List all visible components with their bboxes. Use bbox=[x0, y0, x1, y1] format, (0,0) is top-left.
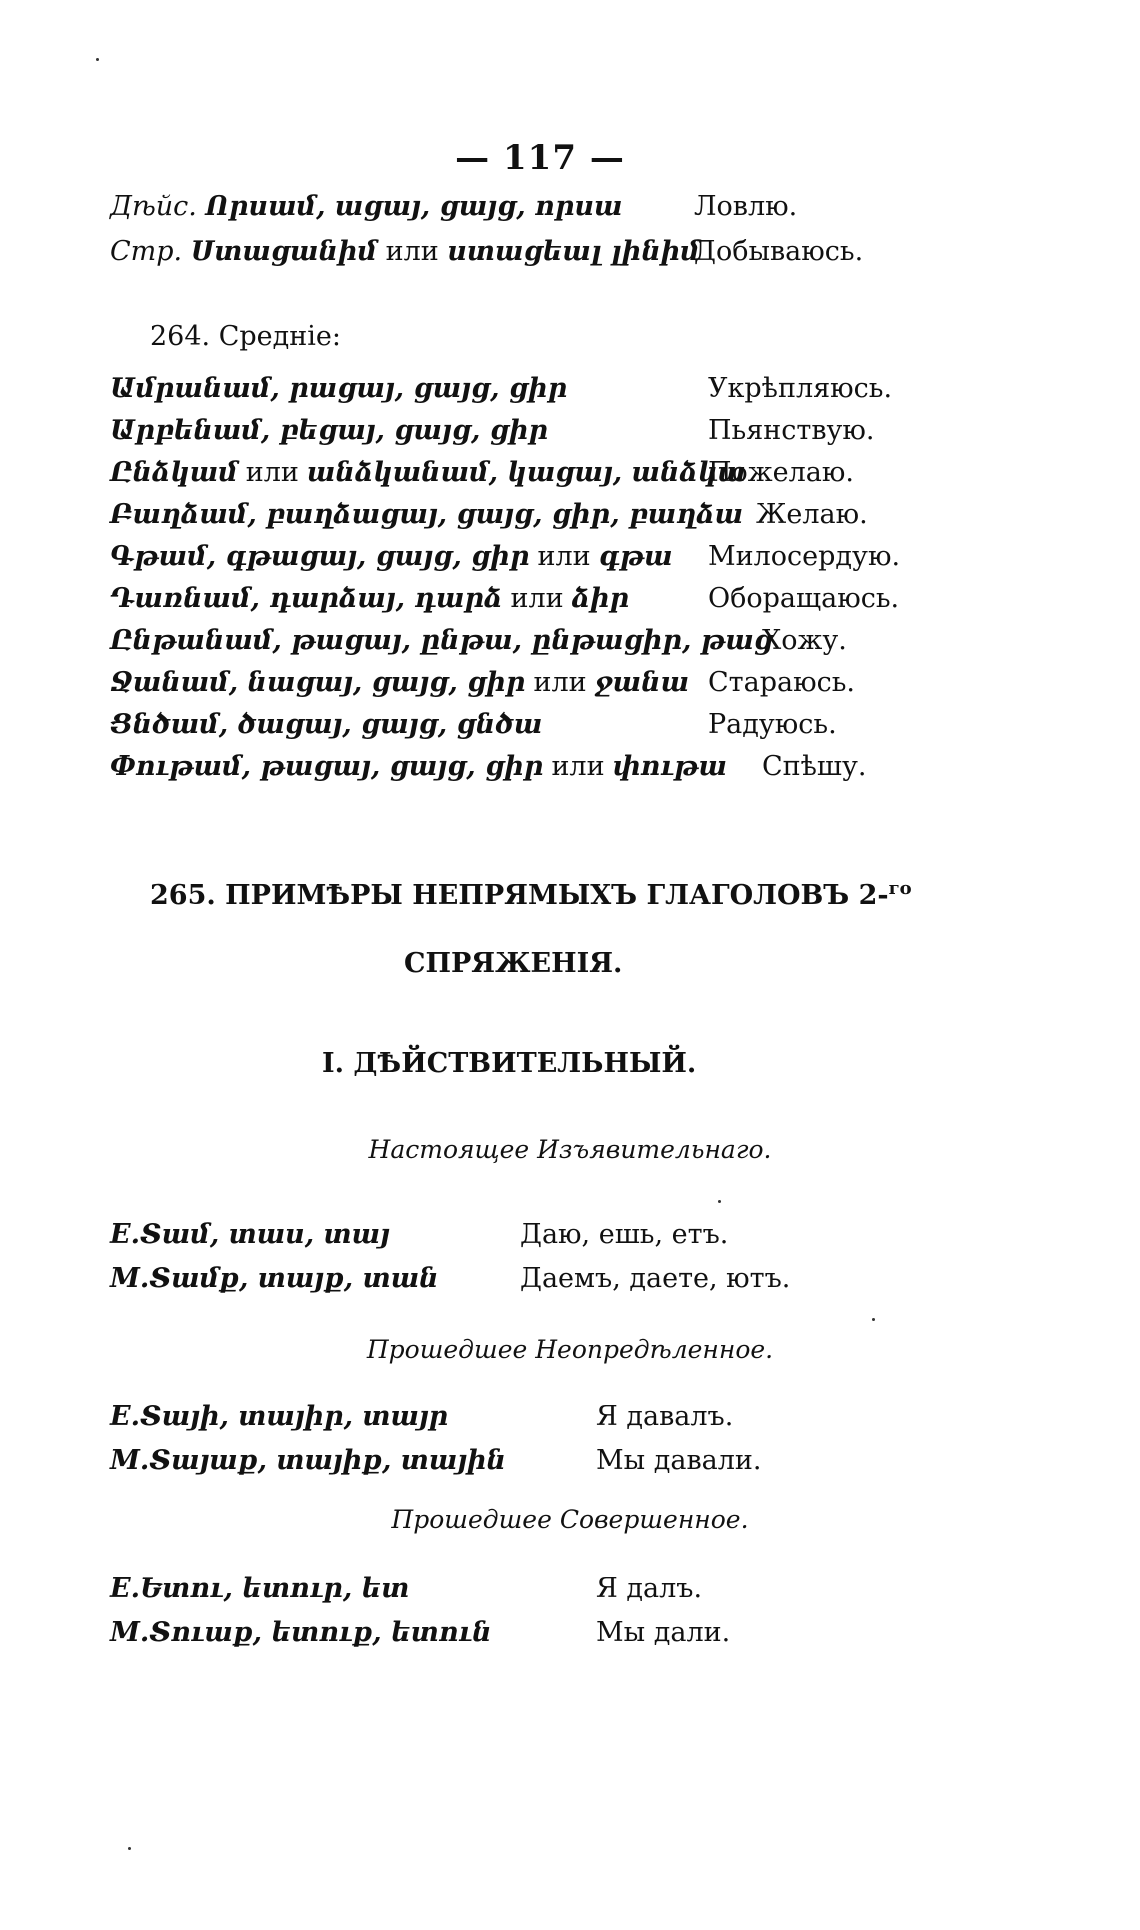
number-label: Е. bbox=[110, 1401, 140, 1432]
armenian-forms: Ետու, ետուր, ետ bbox=[139, 1573, 410, 1604]
armenian-forms: Ստացանիմ bbox=[190, 236, 378, 267]
conjugation-row bbox=[110, 1572, 409, 1606]
conjugation-row bbox=[110, 1616, 492, 1650]
russian-translation: Спѣшу. bbox=[762, 751, 867, 782]
section-heading-264: 264. Среднiе: bbox=[150, 321, 341, 352]
armenian-forms: Որսամ, ացայ, ցայց, որսա bbox=[205, 191, 623, 222]
russian-translation: Хожу. bbox=[762, 625, 847, 656]
armenian-forms: Ցնծամ, ծացայ, ցայց, ցնծա bbox=[110, 709, 543, 740]
armenian-forms: Դառնամ, դարձայ, դարձ bbox=[110, 583, 503, 614]
russian-translation: Милосердую. bbox=[708, 541, 901, 572]
section-subtitle bbox=[322, 1048, 696, 1079]
armenian-forms: Ամրանամ, րացայ, ցայց, ցիր bbox=[110, 373, 568, 404]
number-label: Е. bbox=[110, 1573, 140, 1604]
section-title-superscript: го bbox=[888, 878, 912, 899]
number-label: М. bbox=[110, 1445, 150, 1476]
voice-label: Стр. bbox=[110, 236, 183, 267]
armenian-forms: Բաղձամ, բաղձացայ, ցայց, ցիր, բաղձա bbox=[110, 499, 744, 530]
conjunction: или bbox=[245, 457, 299, 488]
russian-translation: Мы давали. bbox=[596, 1445, 762, 1476]
tense-heading: Прошедшее Неопредѣленное. bbox=[366, 1335, 774, 1364]
verb-row bbox=[110, 624, 773, 658]
number-label: М. bbox=[110, 1617, 150, 1648]
verb-row bbox=[110, 540, 673, 574]
armenian-forms-alt: ստացեալ լինիմ bbox=[447, 236, 700, 267]
russian-translation: Пьянствую. bbox=[708, 415, 875, 446]
armenian-forms-alt: ջանա bbox=[594, 667, 690, 698]
subtitle-text: I. ДѢЙСТВИТЕЛЬНЫЙ. bbox=[322, 1048, 697, 1079]
verb-row bbox=[110, 498, 743, 532]
verb-row bbox=[110, 666, 689, 700]
verb-row bbox=[110, 372, 567, 406]
scan-speck bbox=[96, 58, 99, 61]
tense-heading: Настоящее Изъявительнаго. bbox=[368, 1135, 772, 1164]
russian-translation: Даю, ешь, етъ. bbox=[520, 1219, 729, 1250]
russian-translation: Стараюсь. bbox=[708, 667, 855, 698]
armenian-forms: Փութամ, թացայ, ցայց, ցիր bbox=[110, 751, 544, 782]
conjugation-row bbox=[110, 1400, 448, 1434]
russian-translation: Укрѣпляюсь. bbox=[708, 373, 893, 404]
number-label: М. bbox=[110, 1263, 150, 1294]
armenian-forms-alt: ձիր bbox=[571, 583, 630, 614]
scan-speck bbox=[128, 1847, 131, 1850]
conjunction: или bbox=[510, 583, 564, 614]
section-title-265 bbox=[150, 878, 912, 911]
russian-translation: Я далъ. bbox=[596, 1573, 703, 1604]
armenian-forms: Ընթանամ, թացայ, ընթա, ընթացիր, թաց bbox=[110, 625, 774, 656]
russian-translation: Радуюсь. bbox=[708, 709, 837, 740]
conjunction: или bbox=[551, 751, 605, 782]
russian-translation: Пожелаю. bbox=[708, 457, 854, 488]
scan-speck bbox=[872, 1318, 875, 1321]
russian-translation: Добываюсь. bbox=[694, 236, 864, 267]
top-line-active bbox=[110, 190, 623, 224]
armenian-forms: Ջանամ, նացայ, ցայց, ցիր bbox=[110, 667, 526, 698]
armenian-forms: Տուաք, ետուք, ետուն bbox=[149, 1617, 492, 1648]
tense-heading: Прошедшее Совершенное. bbox=[391, 1505, 749, 1534]
armenian-forms: Գթամ, գթացայ, ցայց, ցիր bbox=[110, 541, 530, 572]
verb-row bbox=[110, 750, 727, 784]
verb-row bbox=[110, 582, 629, 616]
scan-speck bbox=[718, 1200, 721, 1203]
section-title-text: 265. ПРИМѢРЫ НЕПРЯМЫХЪ ГЛАГОЛОВЪ 2- bbox=[150, 880, 889, 911]
armenian-forms: Տայաք, տայիք, տային bbox=[149, 1445, 506, 1476]
russian-translation: Желаю. bbox=[756, 499, 868, 530]
armenian-forms: Տամ, տաս, տայ bbox=[139, 1219, 390, 1250]
page-number: — 117 — bbox=[455, 138, 625, 178]
verb-row bbox=[110, 456, 746, 490]
voice-label: Дѣйс. bbox=[110, 191, 197, 222]
armenian-forms: Արբենամ, բեցայ, ցայց, ցիր bbox=[110, 415, 549, 446]
russian-translation: Мы дали. bbox=[596, 1617, 731, 1648]
armenian-forms: Տայի, տայիր, տայր bbox=[139, 1401, 449, 1432]
verb-row bbox=[110, 708, 542, 742]
verb-row bbox=[110, 414, 548, 448]
section-title-265-cont: СПРЯЖЕНIЯ. bbox=[404, 948, 623, 979]
armenian-forms-alt: գթա bbox=[598, 541, 673, 572]
conjunction: или bbox=[533, 667, 587, 698]
conjugation-row bbox=[110, 1218, 390, 1252]
conjugation-row bbox=[110, 1262, 439, 1296]
russian-translation: Ловлю. bbox=[694, 191, 798, 222]
russian-translation: Я давалъ. bbox=[596, 1401, 734, 1432]
armenian-forms-alt: անձկանամ, կացայ, անձկա bbox=[306, 457, 746, 488]
armenian-forms: Տամք, տայք, տան bbox=[149, 1263, 439, 1294]
conjugation-row bbox=[110, 1444, 506, 1478]
armenian-forms-alt: փութա bbox=[612, 751, 727, 782]
conjunction: или bbox=[385, 236, 439, 267]
russian-translation: Даемъ, даете, ютъ. bbox=[520, 1263, 791, 1294]
number-label: Е. bbox=[110, 1219, 140, 1250]
conjunction: или bbox=[537, 541, 591, 572]
top-line-passive bbox=[110, 235, 700, 269]
russian-translation: Оборащаюсь. bbox=[708, 583, 900, 614]
armenian-forms: Ընձկամ bbox=[110, 457, 238, 488]
